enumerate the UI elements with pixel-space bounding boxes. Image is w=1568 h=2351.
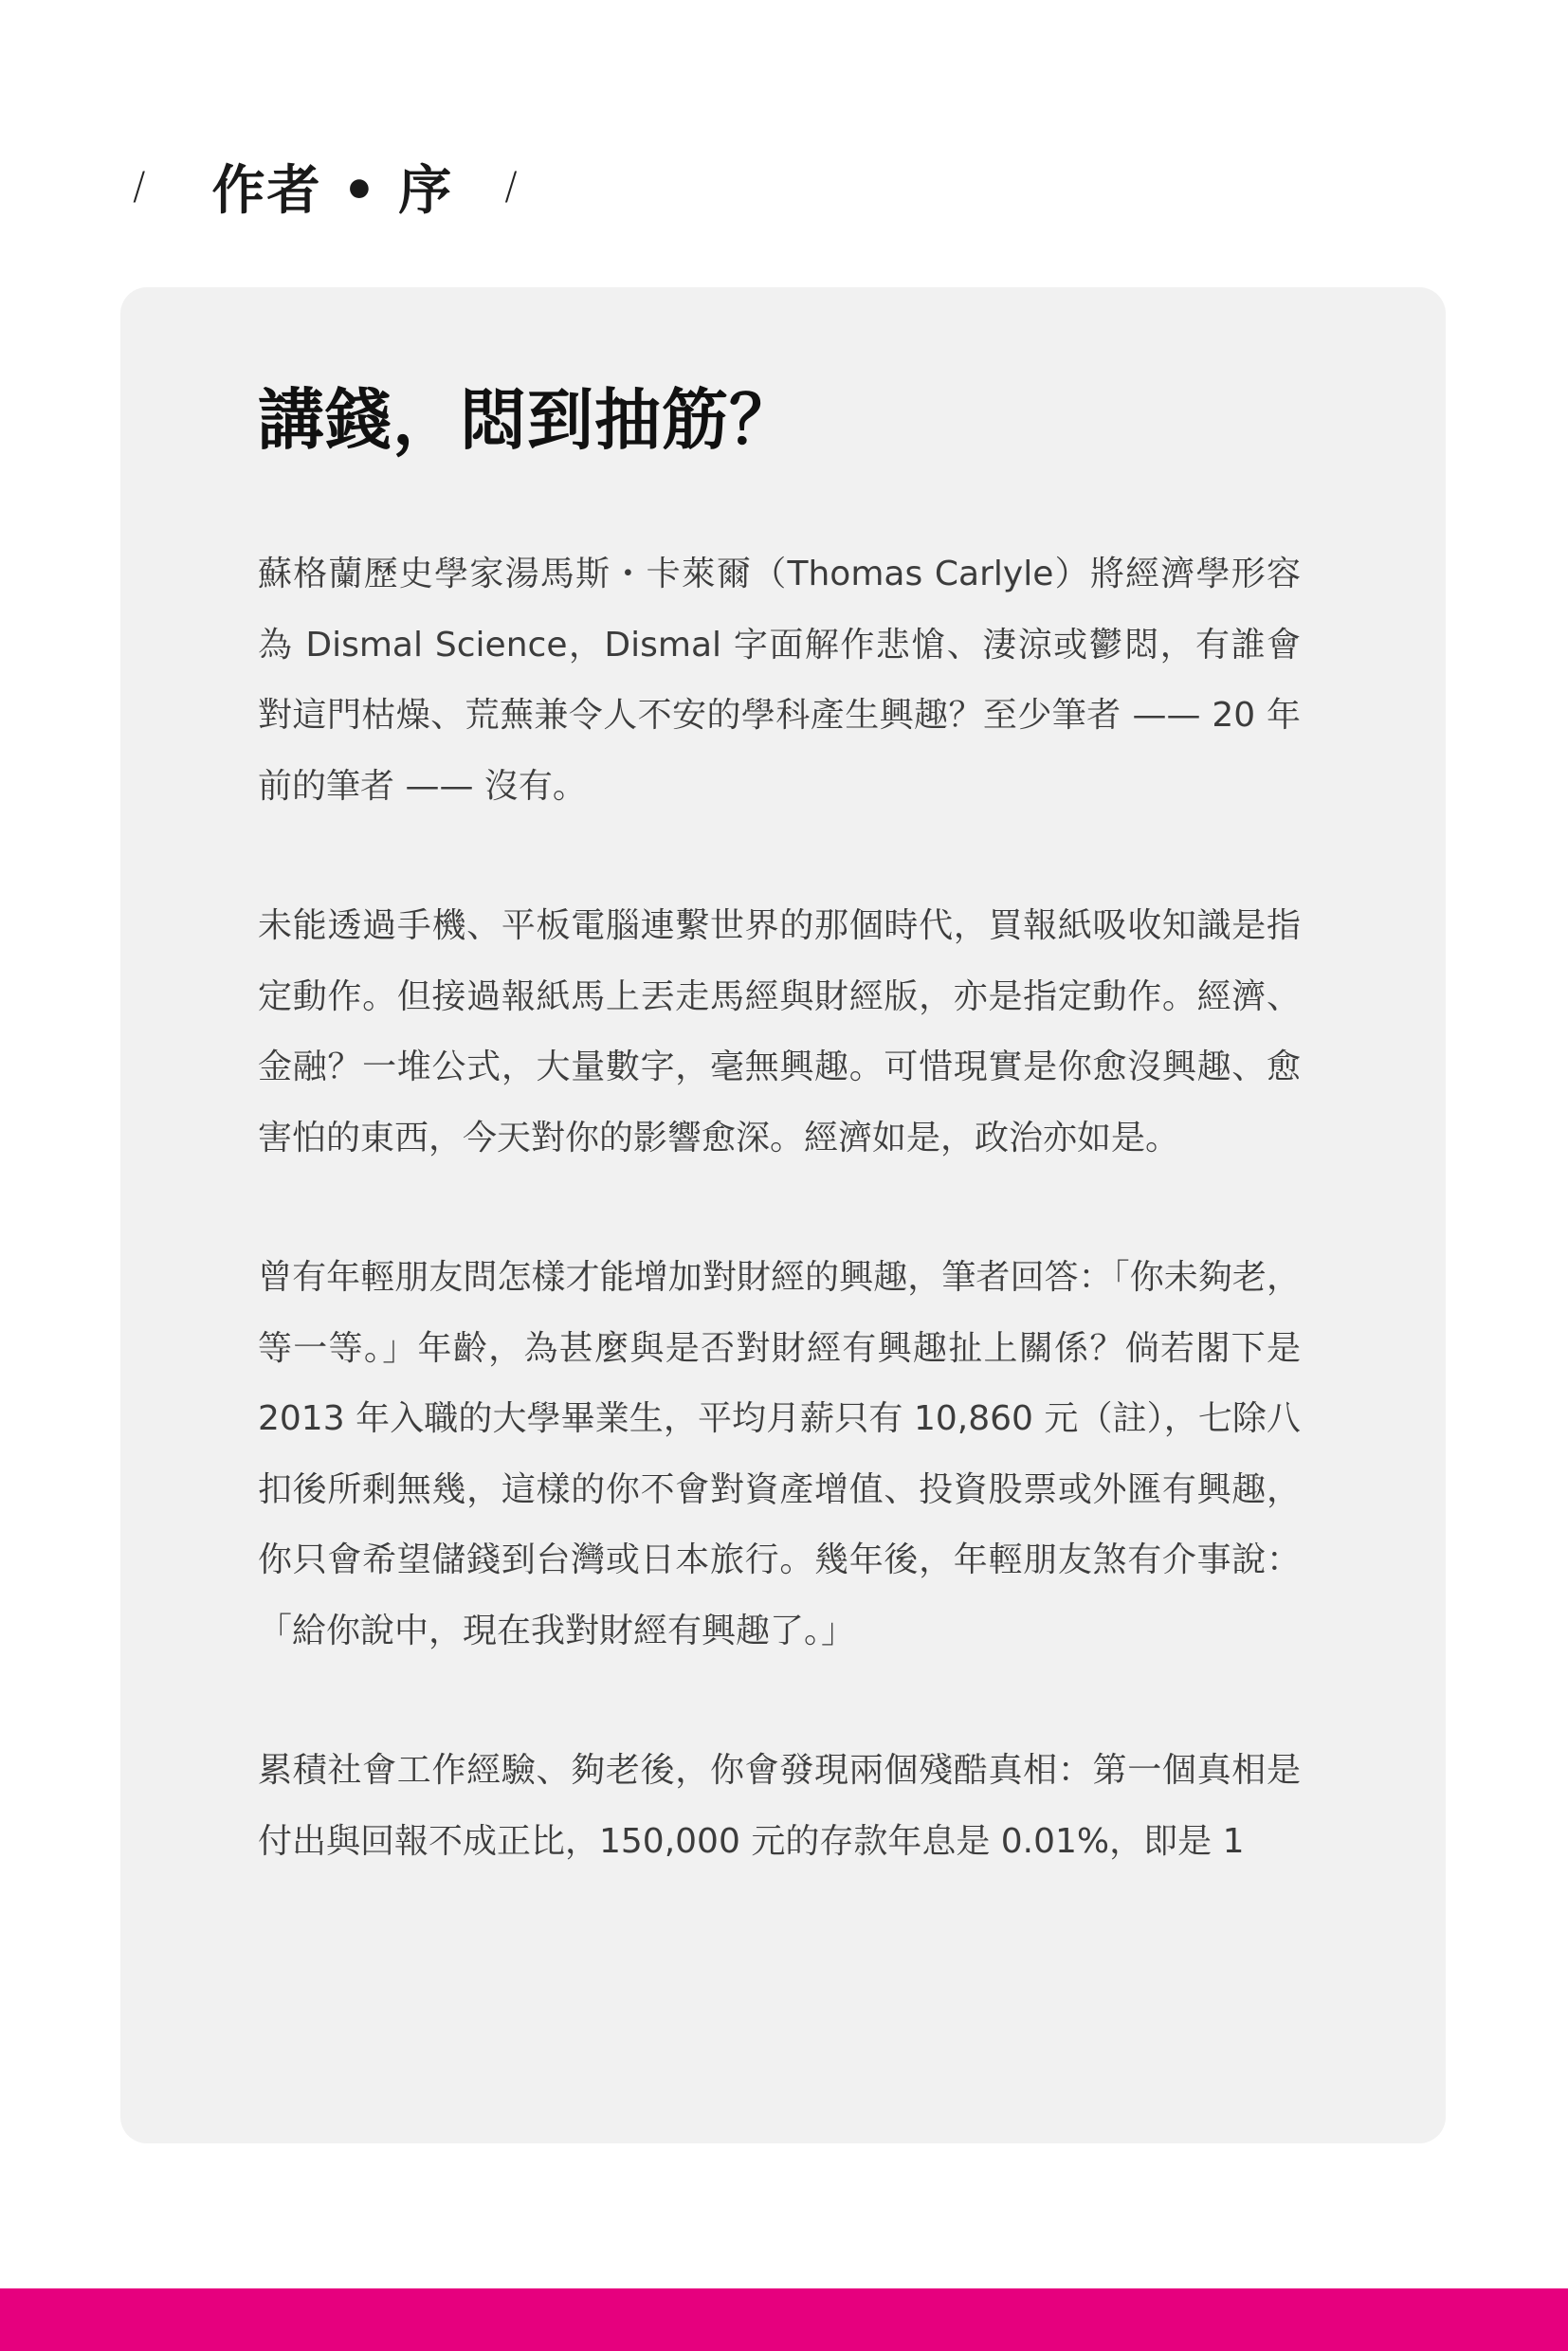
header-slash-left: / xyxy=(133,165,146,209)
article-paragraph-4: 累積社會工作經驗、夠老後，你會發現兩個殘酷真相：第一個真相是付出與回報不成正比，150,000 元的存款年息是 0.01%，即是 1 xyxy=(258,1751,1301,1861)
article-title: 講錢，悶到抽筋？ xyxy=(258,381,796,459)
section-header xyxy=(133,144,518,229)
article-paragraph-1: 蘇格蘭歷史學家湯馬斯・卡萊爾（Thomas Carlyle）將經濟學形容為 Dismal Science，Dismal 字面解作悲愴、淒涼或鬱悶，有誰會對這門枯燥、荒蕪兼令人不安的學科產生興趣？至少筆者 —— 20 年前的筆者 —— 沒有。 xyxy=(258,555,1301,806)
section-title: 作者 • 序 xyxy=(211,160,454,222)
article-paragraph-3: 曾有年輕朋友問怎樣才能增加對財經的興趣，筆者回答：「你未夠老，等一等。」年齡，為甚麼與是否對財經有興趣扯上關係？倘若閣下是 2013 年入職的大學畢業生，平均月薪只有 10,860 元（註），七除八扣後所剩無幾，這樣的你不會對資產增值、投資股票或外匯有興趣，你只會希望儲錢到台灣或日本旅行。幾年後，年輕朋友煞有介事說：「給你說中，現在我對財經有興趣了。」 xyxy=(258,1258,1301,1650)
header-slash-right: / xyxy=(504,165,518,209)
article-card xyxy=(120,287,1446,2143)
article-body xyxy=(258,373,1301,1946)
footer-accent-bar xyxy=(0,2288,1568,2351)
article-paragraph-2: 未能透過手機、平板電腦連繫世界的那個時代，買報紙吸收知識是指定動作。但接過報紙馬上丟走馬經與財經版，亦是指定動作。經濟、金融？一堆公式，大量數字，毫無興趣。可惜現實是你愈沒興趣、愈害怕的東西，今天對你的影響愈深。經濟如是，政治亦如是。 xyxy=(258,906,1301,1157)
